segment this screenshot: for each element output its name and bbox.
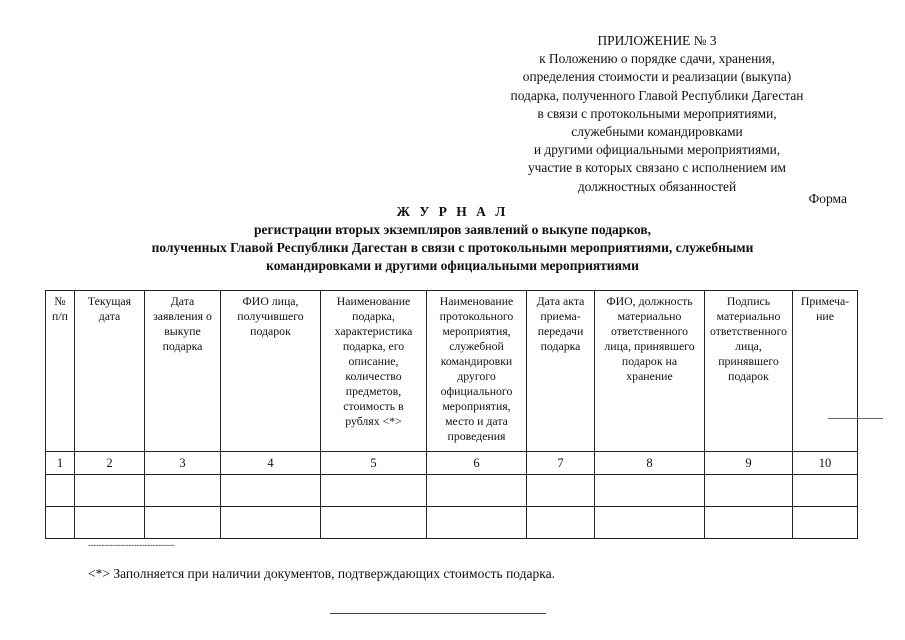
empty-cell [705, 475, 793, 507]
empty-cell [75, 475, 145, 507]
column-header-event: Наименование протокольного мероприятия, служебной командировки другого официального мероприятия, место и дата проведения [427, 291, 527, 452]
appendix-line: служебными командировками [571, 124, 743, 140]
empty-cell [221, 475, 321, 507]
empty-cell [527, 507, 595, 539]
column-header-signature: Подпись материально ответственного лица, принявшего подарок [705, 291, 793, 452]
empty-cell [145, 507, 221, 539]
journal-subtitle-line: полученных Главой Республики Дагестан в связи с протокольными мероприятиями, служебными [151, 240, 754, 255]
table-row [46, 507, 858, 539]
margin-mark [828, 418, 883, 419]
empty-cell [321, 475, 427, 507]
bottom-rule [330, 613, 546, 614]
column-header-application-date: Дата заявления о выкупе подарка [145, 291, 221, 452]
column-number-cell: 5 [321, 452, 427, 475]
journal-subtitle-line: командировками и другими официальными мероприятиями [266, 258, 639, 273]
column-number-cell: 1 [46, 452, 75, 475]
column-header-number: № п/п [46, 291, 75, 452]
appendix-line: к Положению о порядке сдачи, хранения, [539, 51, 775, 67]
journal-subtitle-line: регистрации вторых экземпляров заявлений о выкупе подарков, [254, 222, 651, 237]
column-header-current-date: Текущая дата [75, 291, 145, 452]
empty-cell [221, 507, 321, 539]
footnote-text: <*> Заполняется при наличии документов, подтверждающих стоимость подарка. [88, 566, 555, 581]
empty-cell [595, 507, 705, 539]
table-row [46, 475, 858, 507]
journal-heading [0, 203, 905, 275]
empty-cell [427, 507, 527, 539]
appendix-line: участие в которых связано с исполнением им [527, 160, 787, 176]
appendix-line: должностных обязанностей [577, 178, 737, 194]
appendix-title: ПРИЛОЖЕНИЕ № 3 [597, 33, 717, 48]
empty-cell [427, 475, 527, 507]
empty-cell [793, 475, 858, 507]
column-header-act-date: Дата акта приема- передачи подарка [527, 291, 595, 452]
appendix-line: определения стоимости и реализации (выкупа) [522, 69, 792, 85]
column-header-responsible-person: ФИО, должность материально ответственного лица, принявшего подарок на хранение [595, 291, 705, 452]
column-number-cell: 7 [527, 452, 595, 475]
form-label: Форма [808, 191, 847, 206]
column-number-cell: 8 [595, 452, 705, 475]
empty-cell [145, 475, 221, 507]
column-number-cell: 9 [705, 452, 793, 475]
empty-cell [705, 507, 793, 539]
empty-cell [793, 507, 858, 539]
empty-cell [595, 475, 705, 507]
column-number-cell: 10 [793, 452, 858, 475]
empty-cell [46, 507, 75, 539]
journal-table [45, 290, 858, 539]
table-header-row [46, 291, 858, 452]
column-number-cell: 2 [75, 452, 145, 475]
column-number-cell: 6 [427, 452, 527, 475]
column-number-cell: 3 [145, 452, 221, 475]
column-header-recipient-name: ФИО лица, получившего подарок [221, 291, 321, 452]
empty-cell [321, 507, 427, 539]
table-number-row [46, 452, 858, 475]
appendix-line: в связи с протокольными мероприятиями, [537, 105, 777, 121]
appendix-line: и другими официальными мероприятиями, [533, 142, 781, 158]
appendix-block [467, 32, 847, 196]
journal-title: Ж У Р Н А Л [396, 204, 509, 219]
footnote-separator: -------------------------------- [88, 540, 175, 550]
appendix-line: подарка, полученного Главой Республики Дагестан [510, 87, 804, 103]
empty-cell [46, 475, 75, 507]
column-header-gift-description: Наименование подарка, характеристика подарка, его описание, количество предметов, стоимость в рублях <*> [321, 291, 427, 452]
empty-cell [75, 507, 145, 539]
empty-cell [527, 475, 595, 507]
column-number-cell: 4 [221, 452, 321, 475]
column-header-note: Примеча- ние [793, 291, 858, 452]
